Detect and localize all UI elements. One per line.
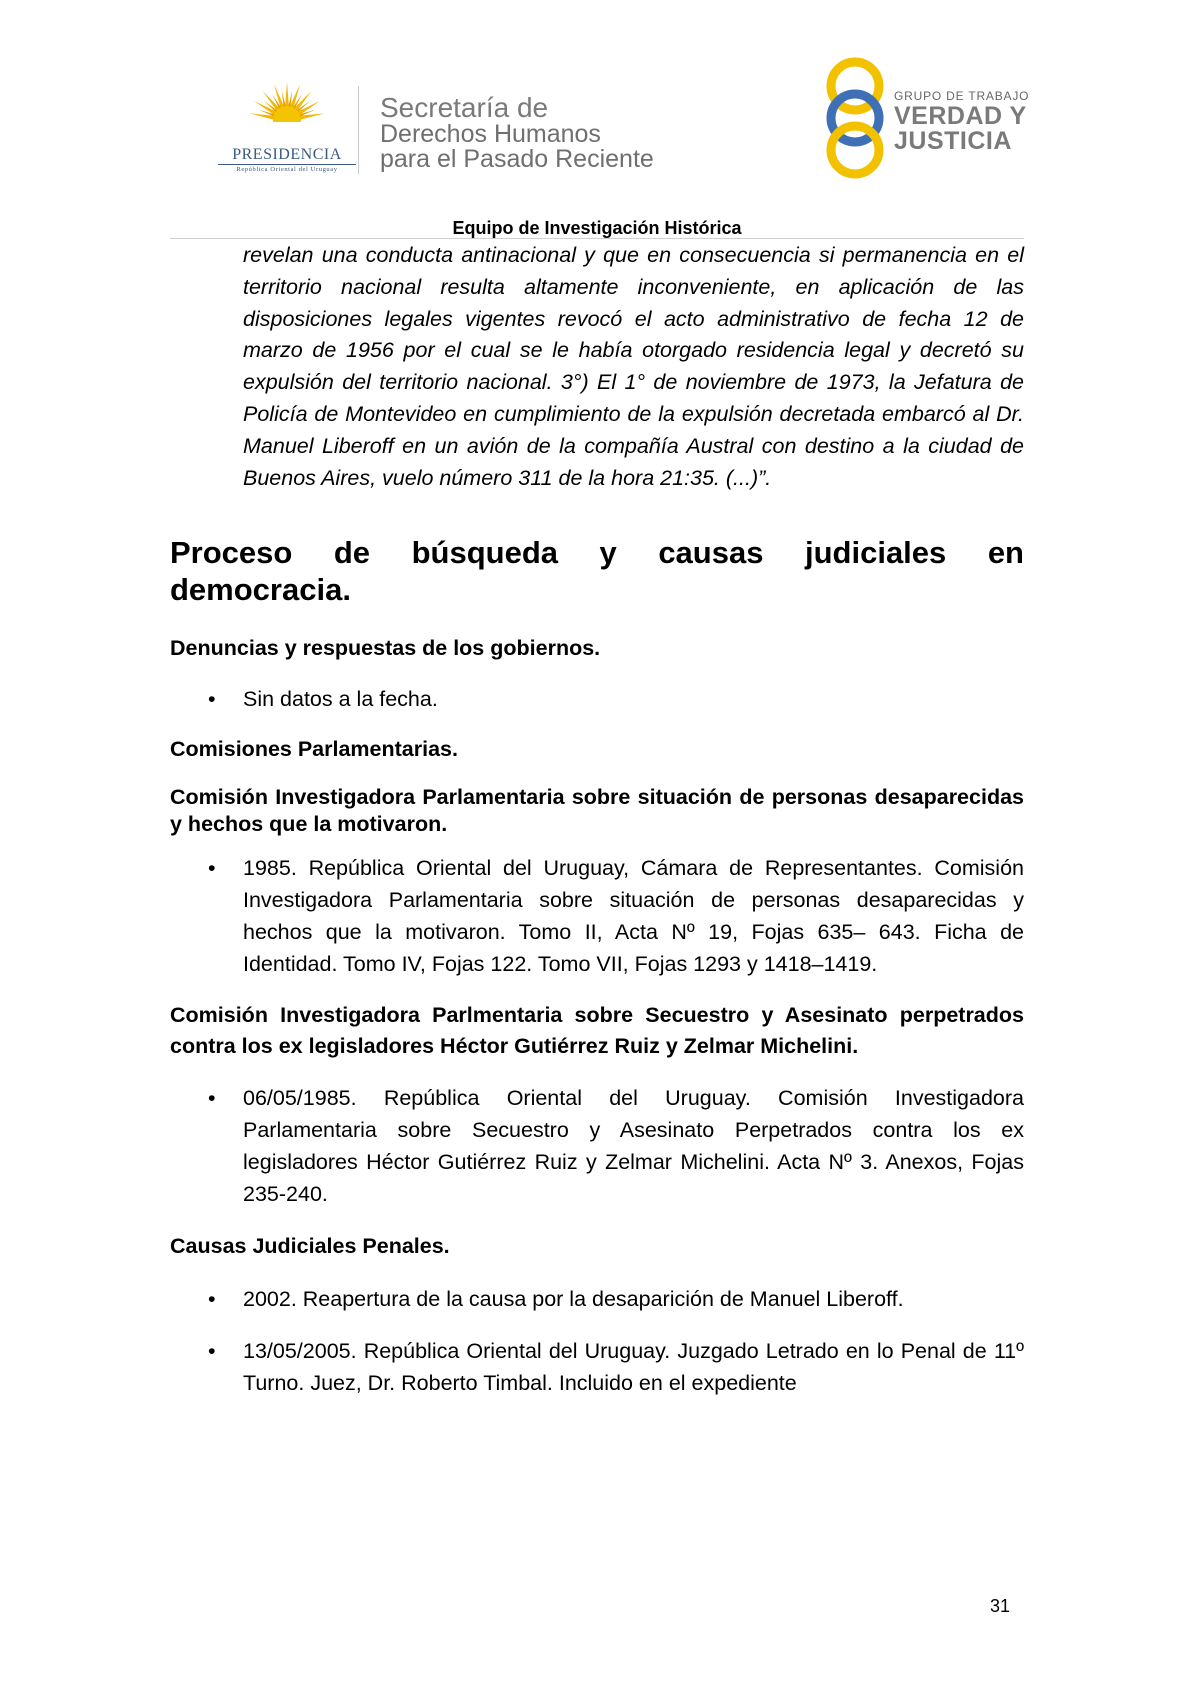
list-item-text: 2002. Reapertura de la causa por la desaparición de Manuel Liberoff. (243, 1287, 904, 1312)
section-title (170, 534, 1024, 608)
header-rule (170, 238, 1024, 239)
secretaria-line-1: Secretaría de (380, 92, 549, 123)
section-title-line-2: democracia. (170, 572, 351, 608)
page-content (170, 240, 1024, 1399)
list-item (170, 1283, 1024, 1315)
secretaria-line-3: para el Pasado Reciente (380, 145, 654, 173)
page-number: 31 (990, 1596, 1011, 1616)
presidencia-underline (218, 164, 356, 165)
list-item-text: Sin datos a la fecha. (243, 687, 438, 712)
gtvj-verdad-label: VERDAD Y (894, 102, 1027, 130)
list-item (170, 683, 1024, 715)
sun-icon (212, 80, 362, 146)
section-title-line-1: Proceso de búsqueda y causas judiciales en (170, 535, 1024, 571)
list-item (170, 852, 1024, 980)
bullet-icon: • (208, 1339, 216, 1364)
comisiones-heading: Comisiones Parlamentarias. (170, 737, 458, 762)
verdad-justicia-logo (820, 56, 1040, 181)
bullet-icon: • (208, 1086, 216, 1111)
gtvj-justicia-label: JUSTICIA (894, 127, 1012, 155)
comision-2-heading: Comisión Investigadora Parlmentaria sobre Secuestro y Asesinato perpetrados contra los ex legisladores Héctor Gutiérrez Ruiz y Zelmar Michelini. (170, 1003, 1024, 1059)
secretaria-logo-text (380, 94, 720, 172)
page-header (0, 0, 1191, 240)
bullet-icon: • (208, 687, 216, 712)
list-item (170, 1082, 1024, 1210)
presidencia-logo (212, 80, 362, 180)
list-item-text: 06/05/1985. República Oriental del Uruguay. Comisión Investigadora Parlamentaria sobre Secuestro y Asesinato Perpetrados contra los ex legisladores Héctor Gutiérrez Ruiz y Zelmar Michelini. Acta Nº 3. Anexos, Fojas 235-240. (243, 1086, 1024, 1207)
denuncias-heading: Denuncias y respuestas de los gobiernos. (170, 636, 601, 661)
bullet-icon: • (208, 856, 216, 881)
gtvj-small-label: GRUPO DE TRABAJO (894, 89, 1030, 103)
comision-1-heading: Comisión Investigadora Parlamentaria sobre situación de personas desaparecidas y hechos que la motivaron. (170, 785, 1024, 837)
presidencia-label: PRESIDENCIA (232, 146, 342, 163)
presidencia-sublabel: República Oriental del Uruguay (236, 166, 338, 173)
header-divider (358, 86, 359, 174)
linked-rings-icon (820, 56, 890, 181)
causas-heading: Causas Judiciales Penales. (170, 1234, 450, 1259)
bullet-icon: • (208, 1287, 216, 1312)
list-item-text: 1985. República Oriental del Uruguay, Cámara de Representantes. Comisión Investigadora Parlamentaria sobre situación de personas desaparecidas y hechos que la motivaron. Tomo II, Acta Nº 19, Fojas 635– 643. Ficha de Identidad. Tomo IV, Fojas 122. Tomo VII, Fojas 1293 y 1418–1419. (243, 856, 1024, 977)
quoted-text: revelan una conducta antinacional y que en consecuencia si permanencia en el territorio nacional resulta altamente inconveniente, en aplicación de las disposiciones legales vigentes revocó el acto administrativo de fecha 12 de marzo de 1956 por el cual se le había otorgado residencia legal y decretó su expulsión del territorio nacional. 3°) El 1° de noviembre de 1973, la Jefatura de Policía de Montevideo en cumplimiento de la expulsión decretada embarcó al Dr. Manuel Liberoff en un avión de la compañía Austral con destino a la ciudad de Buenos Aires, vuelo número 311 de la hora 21:35. (...)”. (243, 243, 1024, 490)
secretaria-line-2: Derechos Humanos (380, 120, 601, 148)
list-item-text: 13/05/2005. República Oriental del Uruguay. Juzgado Letrado en lo Penal de 11º Turno. Juez, Dr. Roberto Timbal. Incluido en el expediente (243, 1339, 1024, 1396)
team-title: Equipo de Investigación Histórica (452, 218, 742, 238)
list-item (170, 1335, 1024, 1399)
